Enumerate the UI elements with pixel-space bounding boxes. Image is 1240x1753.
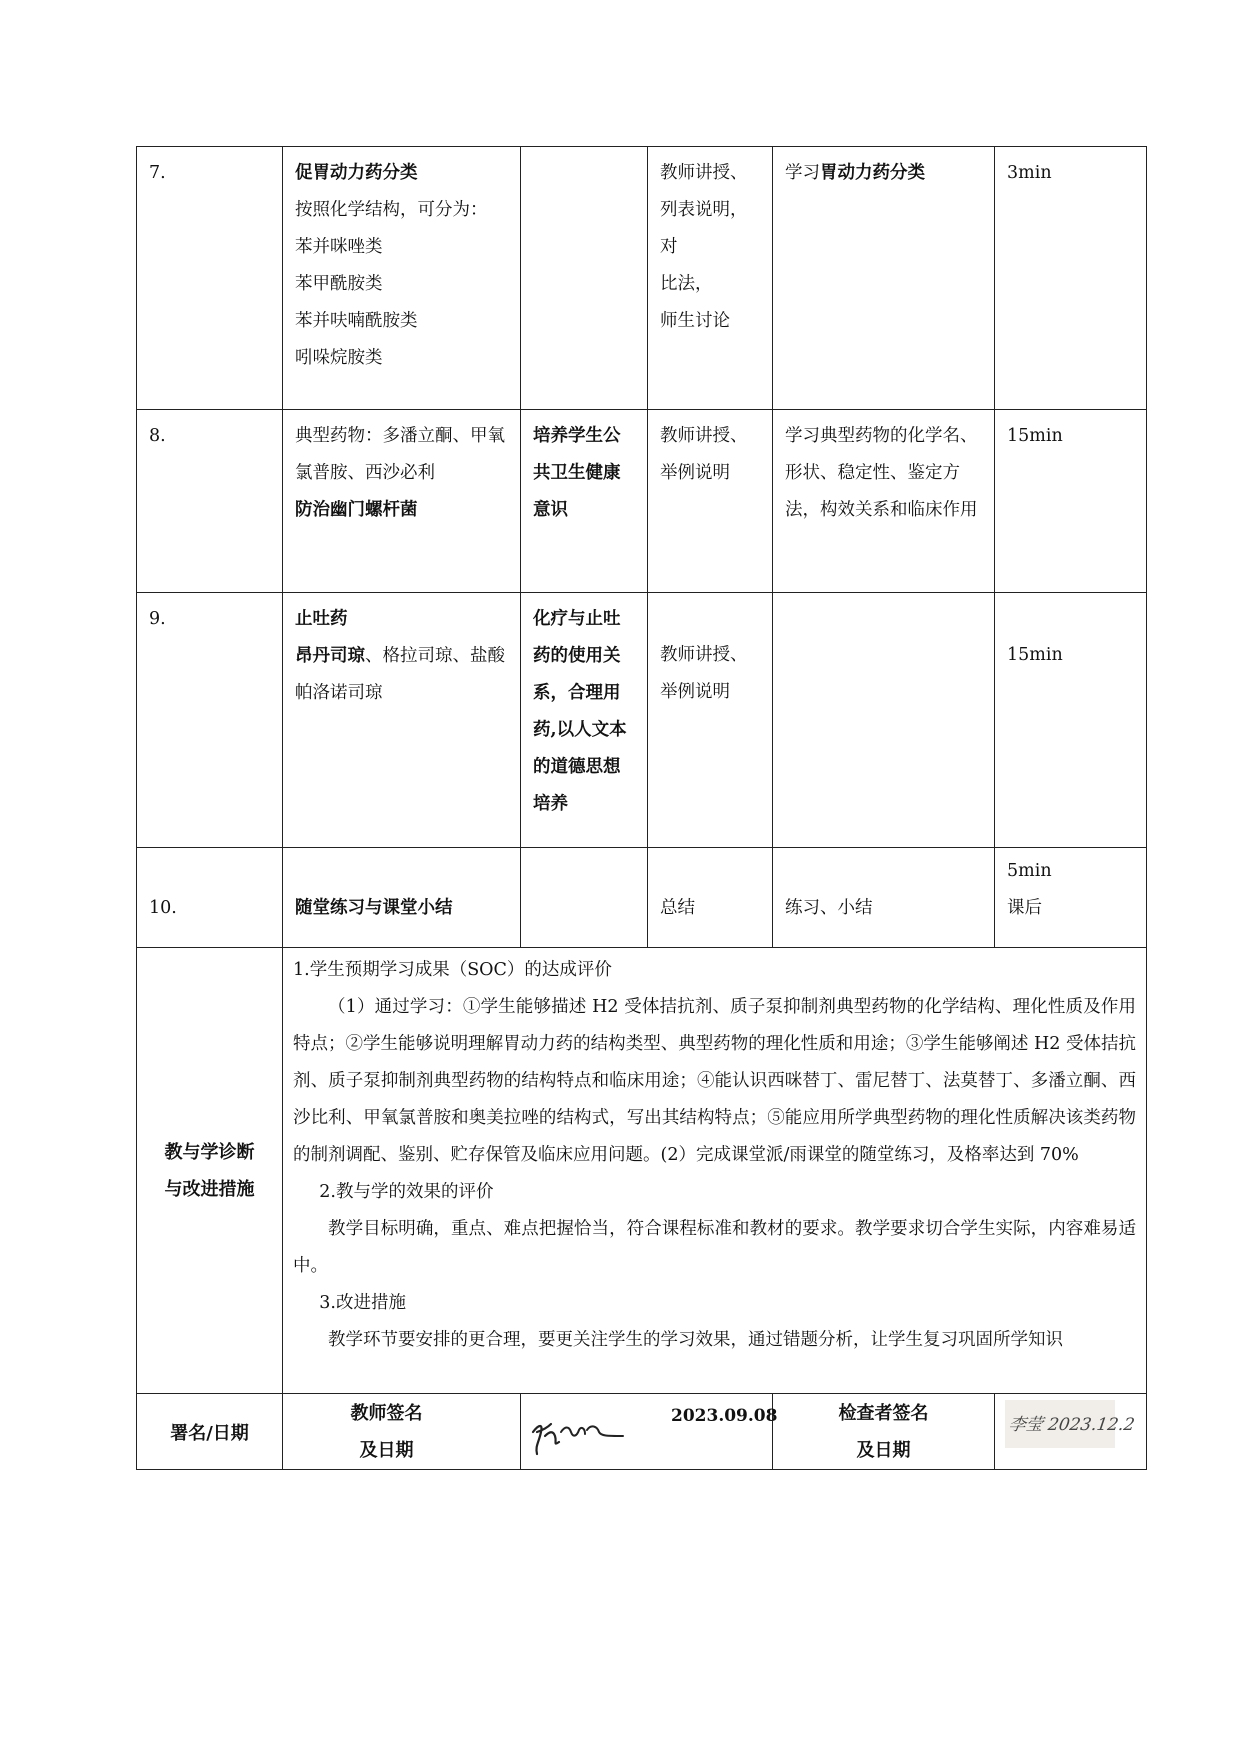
teacher-signature-cell [521,1394,778,1470]
method-line: 教师讲授、 [660,645,748,665]
time-value: 3min [1007,163,1052,183]
content-line: 随堂练习与课堂小结 [295,898,453,918]
ideology-cell [521,147,648,410]
method-cell [648,593,773,848]
checker-label-cell [773,1394,995,1470]
content-line: 苯甲酰胺类 [295,274,383,294]
time-cell [995,848,1147,948]
row-number-cell [137,593,283,848]
teacher-label-cell [283,1394,521,1470]
checker-signature-cell [995,1394,1147,1470]
method-line: 师生讨论 [660,311,730,331]
evaluation-label-cell [137,948,283,1394]
ideology-cell [521,593,648,848]
method-line: 举例说明 [660,682,730,702]
row-number-cell [137,410,283,593]
method-line: 教师讲授、 [660,426,748,446]
table-row [137,593,1147,848]
time-value: 5min [1007,861,1052,881]
ideology-cell [521,410,648,593]
method-line: 比法， [660,274,713,294]
method-line: 总结 [660,898,695,918]
activity-cell [773,593,995,848]
row-number: 9. [149,609,166,629]
teacher-date: 2023.09.08 [671,1406,778,1426]
row-number-cell [137,848,283,948]
ideology-line: 培养学生公 [533,426,621,446]
activity-text: 学习典型药物的化学名、形状、稳定性、鉴定方法，构效关系和临床作用 [785,426,978,520]
method-cell [648,147,773,410]
content-cell [283,147,521,410]
method-line: 列表说明，对 [660,200,748,257]
signature-label: 署名/日期 [170,1422,249,1444]
content-line: 吲哚烷胺类 [295,348,383,368]
table-row [137,410,1147,593]
content-line: 氯普胺、西沙必利 [295,463,435,483]
ideology-line: 意识 [533,500,568,520]
evaluation-row [137,948,1147,1394]
activity-bold-text: 胃动力药分类 [820,163,925,183]
time-value: 课后 [1007,898,1042,918]
time-value: 15min [1007,426,1063,446]
method-cell [648,848,773,948]
content-line: 苯并咪唑类 [295,237,383,257]
ideology-line: 药的使用关 [533,646,621,666]
teacher-signature-image [527,1402,627,1462]
table-row [137,848,1147,948]
activity-cell [773,848,995,948]
activity-text: 练习、小结 [785,898,873,918]
activity-cell [773,147,995,410]
time-cell [995,147,1147,410]
checker-label-line: 及日期 [856,1439,911,1461]
evaluation-paragraph: 教学目标明确，重点、难点把握恰当，符合课程标准和教材的要求。教学要求切合学生实际，内容难易适中。 [293,1219,1136,1276]
content-cell [283,848,521,948]
row-number: 7. [149,163,166,183]
content-line: 按照化学结构，可分为： [295,200,488,220]
evaluation-paragraph: （1）通过学习：①学生能够描述 H2 受体拮抗剂、质子泵抑制剂典型药物的化学结构、理化性质及作用特点；②学生能够说明理解胃动力药的结构类型、典型药物的理化性质和用途；③学生能够阐述 H2 受体拮抗剂、质子泵抑制剂典型药物的结构特点和临床用途；④能认识西咪替丁、雷尼替丁、法莫替丁、多潘立酮、西沙比利、甲氧氯普胺和奥美拉唑的结构式，写出其结构特点；⑤能应用所学典型药物的理化性质解决该类药物的制剂调配、鉴别、贮存保管及临床应用问题。(2）完成课堂派/雨课堂的随堂练习，及格率达到 70% [293,997,1136,1165]
content-drugs: 、格拉司琼、盐酸帕洛诺司琼 [295,646,505,703]
ideology-cell [521,848,648,948]
content-cell [283,410,521,593]
ideology-line: 培养 [533,794,568,814]
checker-label-line: 检查者签名 [838,1402,929,1424]
content-line: 止吐药 [295,609,348,629]
evaluation-label-line: 与改进措施 [164,1178,255,1200]
content-cell [283,593,521,848]
ideology-line: 的道德思想 [533,757,621,777]
content-line: 促胃动力药分类 [295,163,418,183]
activity-text: 学习 [785,163,820,183]
content-line: 苯并呋喃酰胺类 [295,311,418,331]
method-line: 举例说明 [660,463,730,483]
evaluation-label-line: 教与学诊断 [164,1141,255,1163]
checker-handwriting: 李莹 2023.12.2 [1007,1415,1136,1435]
ideology-line: 系，合理用 [533,683,621,703]
table-row [137,147,1147,410]
ideology-line: 化疗与止吐 [533,609,621,629]
content-line: 典型药物：多潘立酮、甲氧 [295,426,505,446]
activity-cell [773,410,995,593]
method-line: 教师讲授、 [660,163,748,183]
teacher-label-line: 教师签名 [350,1402,423,1424]
row-number: 8. [149,426,166,446]
evaluation-heading: 2.教与学的效果的评价 [319,1182,494,1202]
content-bold-drug: 昂丹司琼 [295,646,365,666]
evaluation-content-cell [283,948,1147,1394]
evaluation-heading: 1.学生预期学习成果（SOC）的达成评价 [293,960,612,980]
time-cell [995,593,1147,848]
evaluation-heading: 3.改进措施 [319,1293,406,1313]
ideology-line: 共卫生健康 [533,463,621,483]
checker-signature-image [1005,1400,1136,1448]
time-value: 15min [1007,645,1063,665]
teacher-label-line: 及日期 [359,1439,414,1461]
row-number: 10. [149,898,177,918]
lesson-plan-table [136,146,1147,1470]
ideology-line: 药,以人文本 [533,720,627,740]
evaluation-paragraph: 教学环节要安排的更合理，要更关注学生的学习效果，通过错题分析，让学生复习巩固所学知识 [328,1330,1063,1350]
content-line: 防治幽门螺杆菌 [295,500,418,520]
method-cell [648,410,773,593]
row-number-cell [137,147,283,410]
signature-row [137,1394,1147,1470]
time-cell [995,410,1147,593]
